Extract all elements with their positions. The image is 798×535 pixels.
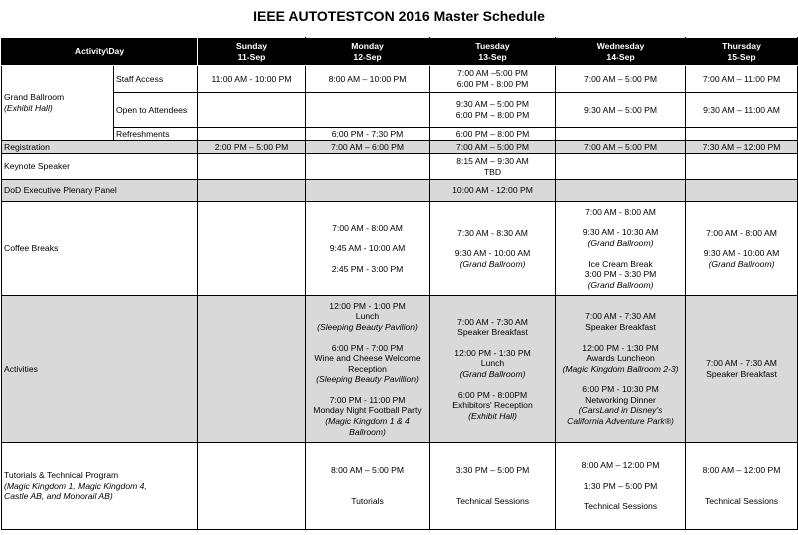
table-row [2, 66, 798, 93]
activities-thu: 7:00 AM - 7:30 AM Speaker Breakfast [686, 296, 798, 443]
staff-access-mon: 8:00 AM – 10:00 PM [306, 66, 430, 93]
tutorials-thu: 8:00 AM – 12:00 PM Technical Sessions [686, 443, 798, 530]
staff-access-sun: 11:00 AM - 10:00 PM [198, 66, 306, 93]
keynote-mon [306, 154, 430, 180]
open-attendees-label: Open to Attendees [114, 93, 198, 128]
day-header-wednesday: Wednesday 14-Sep [556, 38, 686, 66]
registration-label: Registration [2, 141, 198, 154]
table-row [2, 202, 798, 296]
coffee-mon: 7:00 AM - 8:00 AM 9:45 AM - 10:00 AM 2:45 PM - 3:00 PM [306, 202, 430, 296]
dod-tue: 10:00 AM - 12:00 PM [430, 180, 556, 202]
table-row [2, 296, 798, 443]
staff-access-tue: 7:00 AM –5:00 PM 6:00 PM - 8:00 PM [430, 66, 556, 93]
activities-label: Activities [2, 296, 198, 443]
table-row [2, 154, 798, 180]
refreshments-wed [556, 128, 686, 141]
refreshments-tue: 6:00 PM – 8:00 PM [430, 128, 556, 141]
activities-tue: 7:00 AM - 7:30 AM Speaker Breakfast 12:00 PM - 1:30 PM Lunch (Grand Ballroom) 6:00 PM - 8:00PM Exhibitors' Reception (Exhibit Hall) [430, 296, 556, 443]
keynote-tue: 8:15 AM – 9:30 AM TBD [430, 154, 556, 180]
table-row [2, 93, 798, 128]
tutorials-sun [198, 443, 306, 530]
dod-wed [556, 180, 686, 202]
dod-sun [198, 180, 306, 202]
refreshments-mon: 6:00 PM - 7:30 PM [306, 128, 430, 141]
staff-access-wed: 7:00 AM – 5:00 PM [556, 66, 686, 93]
registration-sun: 2:00 PM – 5:00 PM [198, 141, 306, 154]
day-header-thursday: Thursday 15-Sep [686, 38, 798, 66]
activity-day-header: Activity\Day [2, 38, 198, 66]
dod-mon [306, 180, 430, 202]
table-row [2, 180, 798, 202]
open-attendees-wed: 9:30 AM – 5:00 PM [556, 93, 686, 128]
activities-mon: 12:00 PM - 1:00 PM Lunch (Sleeping Beauty Pavilion) 6:00 PM - 7:00 PM Wine and Cheese Welcome Reception (Sleeping Beauty Pavillion) 7:00 PM - 11:00 PM Monday Night Football Party (Magic Kingdom 1 & 4 Ballroom) [306, 296, 430, 443]
day-header-tuesday: Tuesday 13-Sep [430, 38, 556, 66]
registration-wed: 7:00 AM – 5:00 PM [556, 141, 686, 154]
refreshments-label: Refreshments [114, 128, 198, 141]
dod-panel-label: DoD Executive Plenary Panel [2, 180, 198, 202]
tutorials-mon: 8:00 AM – 5:00 PM Tutorials [306, 443, 430, 530]
header-row [2, 38, 798, 66]
tutorials-tue: 3:30 PM – 5:00 PM Technical Sessions [430, 443, 556, 530]
dod-thu [686, 180, 798, 202]
coffee-thu: 7:00 AM - 8:00 AM 9:30 AM - 10:00 AM (Grand Ballroom) [686, 202, 798, 296]
registration-tue: 7:00 AM – 5:00 PM [430, 141, 556, 154]
coffee-wed: 7:00 AM - 8:00 AM 9:30 AM - 10:30 AM (Grand Ballroom) Ice Cream Break 3:00 PM - 3:30 PM (Grand Ballroom) [556, 202, 686, 296]
staff-access-label: Staff Access [114, 66, 198, 93]
registration-thu: 7:30 AM – 12:00 PM [686, 141, 798, 154]
refreshments-sun [198, 128, 306, 141]
keynote-wed [556, 154, 686, 180]
tutorials-label: Tutorials & Technical Program (Magic Kingdom 1, Magic Kingdom 4, Castle AB, and Monorail AB) [2, 443, 198, 530]
open-attendees-mon [306, 93, 430, 128]
master-schedule-table [1, 37, 798, 530]
activities-sun [198, 296, 306, 443]
day-header-monday: Monday 12-Sep [306, 38, 430, 66]
keynote-sun [198, 154, 306, 180]
coffee-label: Coffee Breaks [2, 202, 198, 296]
table-row [2, 128, 798, 141]
open-attendees-thu: 9:30 AM – 11:00 AM [686, 93, 798, 128]
coffee-tue: 7:30 AM - 8:30 AM 9:30 AM - 10:00 AM (Grand Ballroom) [430, 202, 556, 296]
page-title: IEEE AUTOTESTCON 2016 Master Schedule [253, 8, 545, 24]
keynote-thu [686, 154, 798, 180]
refreshments-thu [686, 128, 798, 141]
registration-mon: 7:00 AM – 6:00 PM [306, 141, 430, 154]
activities-wed: 7:00 AM - 7:30 AM Speaker Breakfast 12:00 PM - 1:30 PM Awards Luncheon (Magic Kingdom Ballroom 2-3) 6:00 PM - 10:30 PM Networking Dinner (CarsLand in Disney's California Adventure Park®) [556, 296, 686, 443]
open-attendees-sun [198, 93, 306, 128]
open-attendees-tue: 9:30 AM – 5:00 PM 6:00 PM – 8:00 PM [430, 93, 556, 128]
keynote-label: Keynote Speaker [2, 154, 198, 180]
tutorials-wed: 8:00 AM – 12:00 PM 1:30 PM – 5:00 PM Technical Sessions [556, 443, 686, 530]
coffee-sun [198, 202, 306, 296]
staff-access-thu: 7:00 AM – 11:00 PM [686, 66, 798, 93]
grand-ballroom-label: Grand Ballroom (Exhibit Hall) [2, 66, 114, 141]
table-row [2, 141, 798, 154]
day-header-sunday: Sunday 11-Sep [198, 38, 306, 66]
table-row [2, 443, 798, 530]
